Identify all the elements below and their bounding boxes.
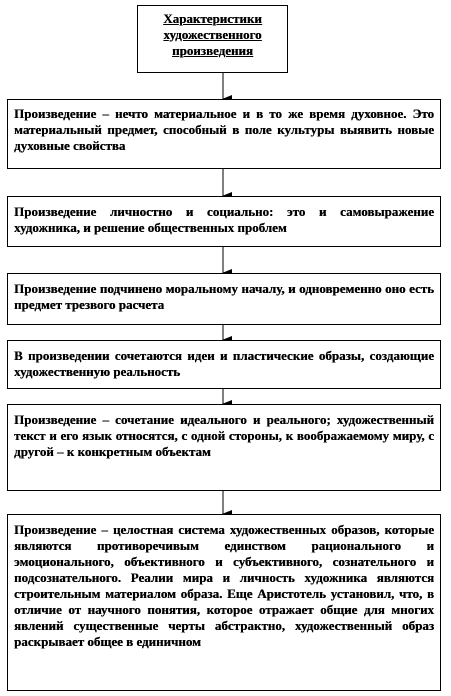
characteristic-box-6 <box>7 514 441 691</box>
characteristic-text-4: В произведении сочетаются идеи и пластические образы, создающие художественную реальность <box>14 348 434 379</box>
characteristic-text-6: Произведение – целостная система художественных образов, которые являются противоречивым единством рационального и эмоционального, объективного и субъективного, сознательного и подсознательного. Реалии мира и личность художника являются строительным материалом образа. Еще Аристотель установил, что, в отличие от научного понятия, которое отражает общие для многих явлений существенные черты абстрактно, художественный образ раскрывает общее в единичном <box>14 522 434 649</box>
diagram-title-box <box>137 5 288 73</box>
characteristic-text-5: Произведение – сочетание идеального и реального; художественный текст и его язык относятся, с одной стороны, к воображаемому миру, с другой – к конкретным объектам <box>14 412 434 459</box>
characteristic-text-3: Произведение подчинено моральному началу, и одновременно оно есть предмет трезвого расчета <box>14 281 434 312</box>
characteristic-box-4 <box>7 340 441 389</box>
diagram-title: Характеристики художественного произведения <box>163 11 262 58</box>
characteristic-box-2 <box>7 196 441 247</box>
characteristic-box-5 <box>7 404 441 491</box>
characteristic-box-1 <box>7 99 441 169</box>
characteristic-text-1: Произведение – нечто материальное и в то же время духовное. Это материальный предмет, способный в поле культуры выявить новые духовные свойства <box>14 106 434 153</box>
characteristic-text-2: Произведение личностно и социально: это и самовыражение художника, и решение общественных проблем <box>14 204 434 235</box>
characteristic-box-3 <box>7 273 441 325</box>
